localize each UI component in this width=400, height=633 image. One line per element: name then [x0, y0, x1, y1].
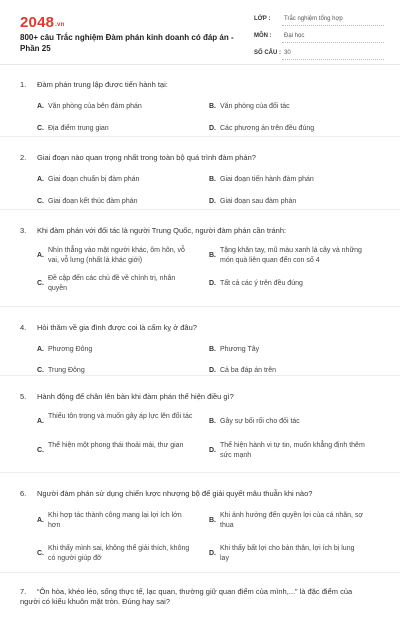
- question-text: [20, 489, 370, 499]
- question-number: 5.: [20, 392, 27, 401]
- option-text: Văn phòng của đối tác: [220, 103, 290, 110]
- option-letter: D.: [209, 125, 216, 132]
- question-text: [20, 80, 370, 90]
- option-letter: A.: [37, 252, 44, 259]
- option-text: Cả ba đáp án trên: [220, 367, 277, 374]
- question-text: [20, 587, 370, 607]
- document-title: 800+ câu Trắc nghiệm Đàm phán kinh doanh có đáp án - Phần 25: [20, 33, 234, 53]
- meta-row-so-cau: [254, 47, 384, 64]
- option-text: Khi ảnh hưởng đến quyền lợi của cá nhân, sợ thua: [220, 512, 363, 529]
- option-letter: C.: [37, 125, 44, 132]
- option-letter: D.: [209, 280, 216, 287]
- question-list: [0, 64, 400, 633]
- question-6: [0, 473, 400, 573]
- option-letter: A.: [37, 418, 44, 425]
- question-2: [0, 137, 400, 210]
- question-stem: Hỏi thăm về gia đình được coi là cấm kỵ ở đâu?: [37, 323, 197, 332]
- question-number: 6.: [20, 489, 27, 498]
- option-text: Giai đoạn chuẩn bị đàm phán: [48, 176, 140, 183]
- question-text: [20, 323, 370, 333]
- option-letter: A.: [37, 103, 44, 110]
- option-text: Văn phòng của bên đàm phán: [48, 103, 142, 110]
- question-stem: Đàm phán trung lập được tiến hành tại:: [37, 80, 168, 89]
- option-text: Trung Đông: [48, 367, 85, 374]
- meta-value-mon: Đại học: [284, 33, 305, 39]
- question-5: [0, 376, 400, 473]
- question-stem: Hành động để chân lên bàn khi đàm phán thể hiện điều gì?: [37, 392, 234, 401]
- option-letter: B.: [209, 103, 216, 110]
- logo-tld: .vn: [55, 22, 65, 28]
- meta-divider: [282, 59, 384, 60]
- option-text: Nhìn thẳng vào mặt người khác, ôm hôn, vỗ vai, vỗ lưng (nhất là khác giới): [48, 247, 185, 264]
- option-text: Địa điểm trung gian: [48, 125, 109, 132]
- question-number: 2.: [20, 153, 27, 162]
- option-text: Thể hiện một phong thái thoải mái, thư gian: [48, 442, 184, 449]
- site-logo[interactable]: [20, 14, 64, 31]
- option-text: Khi thấy bất lợi cho bản thân, lợi ích bị lung lay: [220, 545, 355, 562]
- meta-row-lop: [254, 13, 384, 30]
- question-text: [20, 153, 370, 163]
- document-header: [0, 0, 400, 65]
- meta-value-so-cau: 30: [284, 50, 291, 56]
- question-stem: Khi đàm phán với đối tác là người Trung Quốc, người đàm phán cần tránh:: [37, 226, 287, 235]
- option-letter: D.: [209, 447, 216, 454]
- option-letter: C.: [37, 198, 44, 205]
- question-number: 7.: [20, 587, 27, 596]
- option-text: Giai đoạn tiến hành đàm phán: [220, 176, 314, 183]
- question-stem: “Ôn hòa, khéo léo, sống thực tế, lạc quan, thường giữ quan điểm của mình,...” là đặc điểm của người có kiểu khuôn mặt tròn. Đúng hay sai?: [20, 587, 353, 606]
- option-letter: C.: [37, 367, 44, 374]
- option-letter: D.: [209, 550, 216, 557]
- option-text: Đề cập đến các chủ đề về chính trị, nhân quyền: [48, 275, 176, 292]
- meta-label-lop: LỚP :: [254, 16, 271, 22]
- question-text: [20, 226, 370, 236]
- question-3: [0, 210, 400, 307]
- option-letter: D.: [209, 198, 216, 205]
- option-letter: A.: [37, 346, 44, 353]
- meta-value-lop: Trắc nghiệm tổng hợp: [284, 16, 343, 22]
- question-4: [0, 307, 400, 376]
- question-stem: Giai đoạn nào quan trọng nhất trong toàn bộ quá trình đàm phán?: [37, 153, 256, 162]
- question-7: [0, 573, 400, 633]
- option-letter: B.: [209, 176, 216, 183]
- option-letter: D.: [209, 367, 216, 374]
- option-text: Các phương án trên đều đúng: [220, 125, 315, 132]
- option-text: Tất cả các ý trên đều đúng: [220, 280, 303, 287]
- option-text: Phương Tây: [220, 346, 260, 353]
- option-letter: C.: [37, 550, 44, 557]
- option-text: Gây sự bối rối cho đối tác: [220, 418, 300, 425]
- question-stem: Người đàm phán sử dụng chiến lược nhượng bộ để giải quyết mâu thuẫn khi nào?: [37, 489, 313, 498]
- meta-block: [254, 13, 384, 64]
- question-number: 3.: [20, 226, 27, 235]
- question-number: 1.: [20, 80, 27, 89]
- question-1: [0, 64, 400, 137]
- option-letter: B.: [209, 418, 216, 425]
- option-text: Khi thấy mình sai, không thể giải thích, không có người giúp đỡ: [48, 545, 190, 562]
- option-text: Thiếu tôn trọng và muốn gây áp lực lên đối tác: [48, 413, 193, 420]
- option-text: Thể hiện hành vi tự tin, muốn khẳng định thêm sức mạnh: [220, 442, 365, 459]
- option-letter: B.: [209, 346, 216, 353]
- option-text: Giai đoạn kết thúc đàm phán: [48, 198, 138, 205]
- meta-label-mon: MÔN :: [254, 33, 272, 39]
- logo-text: 2048: [20, 14, 55, 31]
- option-letter: C.: [37, 280, 44, 287]
- option-letter: C.: [37, 447, 44, 454]
- meta-row-mon: [254, 30, 384, 47]
- option-letter: A.: [37, 517, 44, 524]
- option-letter: B.: [209, 517, 216, 524]
- option-letter: A.: [37, 176, 44, 183]
- option-text: Khi hợp tác thành công mang lại lợi ích lớn hơn: [48, 512, 182, 529]
- option-text: Tặng khăn tay, mũ màu xanh lá cây và những món quà liên quan đến con số 4: [220, 247, 362, 264]
- question-text: [20, 392, 370, 402]
- option-text: Giai đoạn sau đàm phán: [220, 198, 297, 205]
- option-text: Phương Đông: [48, 346, 93, 353]
- meta-divider: [282, 42, 384, 43]
- option-letter: B.: [209, 252, 216, 259]
- meta-label-so-cau: SỐ CÂU :: [254, 50, 281, 56]
- meta-divider: [282, 25, 384, 26]
- question-number: 4.: [20, 323, 27, 332]
